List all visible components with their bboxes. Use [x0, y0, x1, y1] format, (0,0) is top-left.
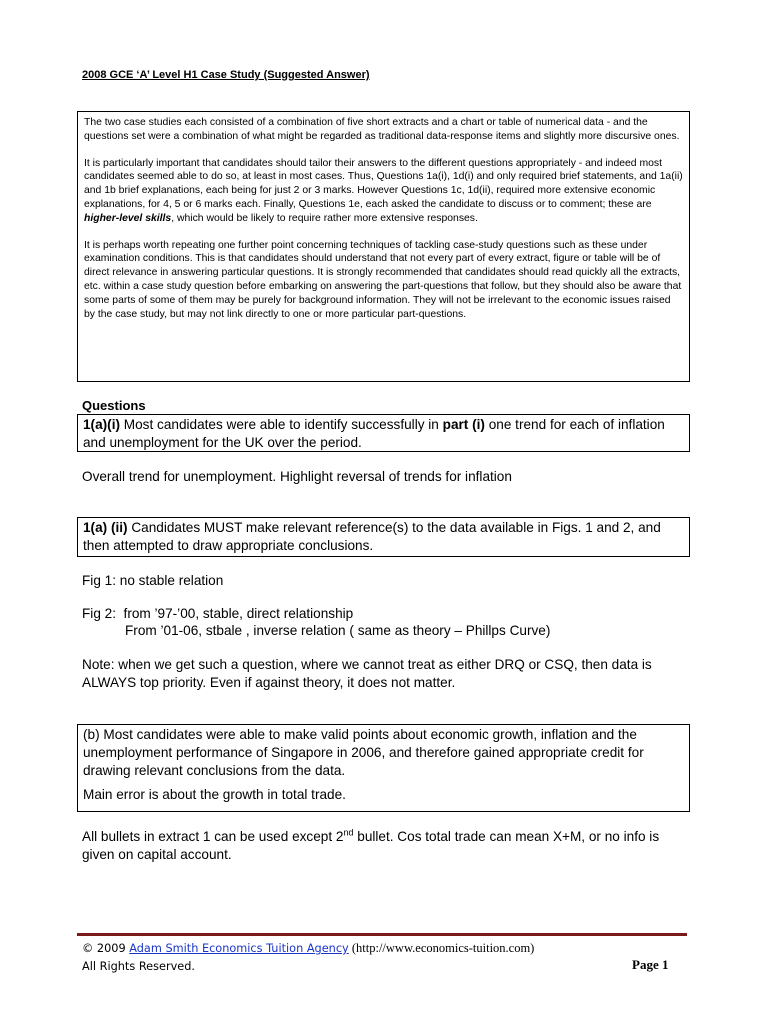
intro-p2-text-a: It is particularly important that candidates should tailor their answers to the different questions appropriately - and indeed most candidates seemed able to do so, at least in most cases. Thus, Questions 1a(i), 1d(i) and only required brief statements, and 1a(ii) and 1b brief explanations, each being for just 2 or 3 marks. However Questions 1c, 1d(ii), required more extensive economic explanations, for 4, 5 or 6 marks each. Finally, Questions 1e, each asked the candidate to discuss or to comment; these are — [84, 157, 683, 210]
document-title: 2008 GCE ‘A’ Level H1 Case Study (Suggested Answer) — [82, 69, 370, 81]
agency-url: (http://www.economics-tuition.com) — [348, 941, 535, 955]
question-b-box — [77, 724, 690, 812]
note-text: Note: when we get such a question, where we cannot treat as either DRQ or CSQ, then data is ALWAYS top priority. Even if against theory, it does not matter. — [82, 657, 652, 690]
fig2-answer-line1: Fig 2: from ’97-’00, stable, direct relationship — [82, 606, 354, 621]
fig2-answer-line2: From ’01-06, stbale , inverse relation ( same as theory – Phillps Curve) — [125, 623, 551, 638]
intro-box — [77, 111, 690, 382]
question-1a-ii-box — [77, 517, 690, 557]
intro-paragraph-3: It is perhaps worth repeating one further point concerning techniques of tackling case-study questions such as these under examination conditions. This is that candidates should understand that not every part of every extract, figure or table will be of direct relevance in answering particular questions. It is strongly recommended that candidates should read quickly all the extracts, etc. within a case study question before embarking on answering the part-questions that follow, but they should also be aware that some parts of some of them may be purely for background information. They will not be irrelevant to the economic issues raised by the case study, but may not link directly to one or more particular part-questions. — [84, 239, 682, 320]
intro-p2-emphasis: higher-level skills — [84, 212, 172, 224]
intro-paragraph-2 — [84, 157, 683, 226]
footer-rule — [77, 933, 687, 936]
answer-b-text-a: All bullets in extract 1 can be used except 2 — [82, 829, 344, 844]
question-1a-i-bold: part (i) — [442, 417, 485, 432]
answer-b — [82, 828, 692, 864]
question-1a-i-text-b: one trend for each of inflation and unemployment for the UK over the period. — [83, 417, 665, 450]
question-1a-ii-text: Candidates MUST make relevant reference(s) to the data available in Figs. 1 and 2, and then attempted to draw appropriate conclusions. — [83, 520, 661, 553]
fig1-answer: Fig 1: no stable relation — [82, 573, 224, 588]
answer-b-superscript: nd — [343, 827, 354, 838]
question-1a-i-label: 1(a)(i) — [83, 417, 121, 432]
intro-p2-text-b: , which would be likely to require rather more extensive responses. — [171, 212, 478, 224]
copyright-text: © 2009 — [82, 942, 130, 955]
question-b-text: (b) Most candidates were able to make valid points about economic growth, inflation and the unemployment performance of Singapore in 2006, and therefore gained appropriate credit for drawing relevant conclusions from the data. — [83, 727, 644, 778]
footer — [82, 939, 534, 976]
question-1a-ii-label: 1(a) (ii) — [83, 520, 128, 535]
questions-heading: Questions — [82, 398, 146, 413]
footer-copyright-line — [82, 939, 534, 958]
intro-paragraph-1: The two case studies each consisted of a combination of five short extracts and a chart or table of numerical data - and the questions set were a combination of what might be regarded as traditional data-response items and slightly more discursive ones. — [84, 117, 680, 142]
answer-b-text-b: bullet. Cos total trade can mean X+M, or no info is given on capital account. — [82, 829, 660, 862]
question-1a-i-text-a: Most candidates were able to identify successfully in — [120, 417, 443, 432]
answer-1a-i: Overall trend for unemployment. Highlight reversal of trends for inflation — [82, 469, 512, 484]
question-b-main-error: Main error is about the growth in total trade. — [83, 787, 346, 802]
question-1a-i-box — [77, 414, 690, 452]
footer-rights: All Rights Reserved. — [82, 960, 195, 973]
agency-link[interactable]: Adam Smith Economics Tuition Agency — [129, 942, 349, 955]
page-number: Page 1 — [632, 957, 669, 972]
